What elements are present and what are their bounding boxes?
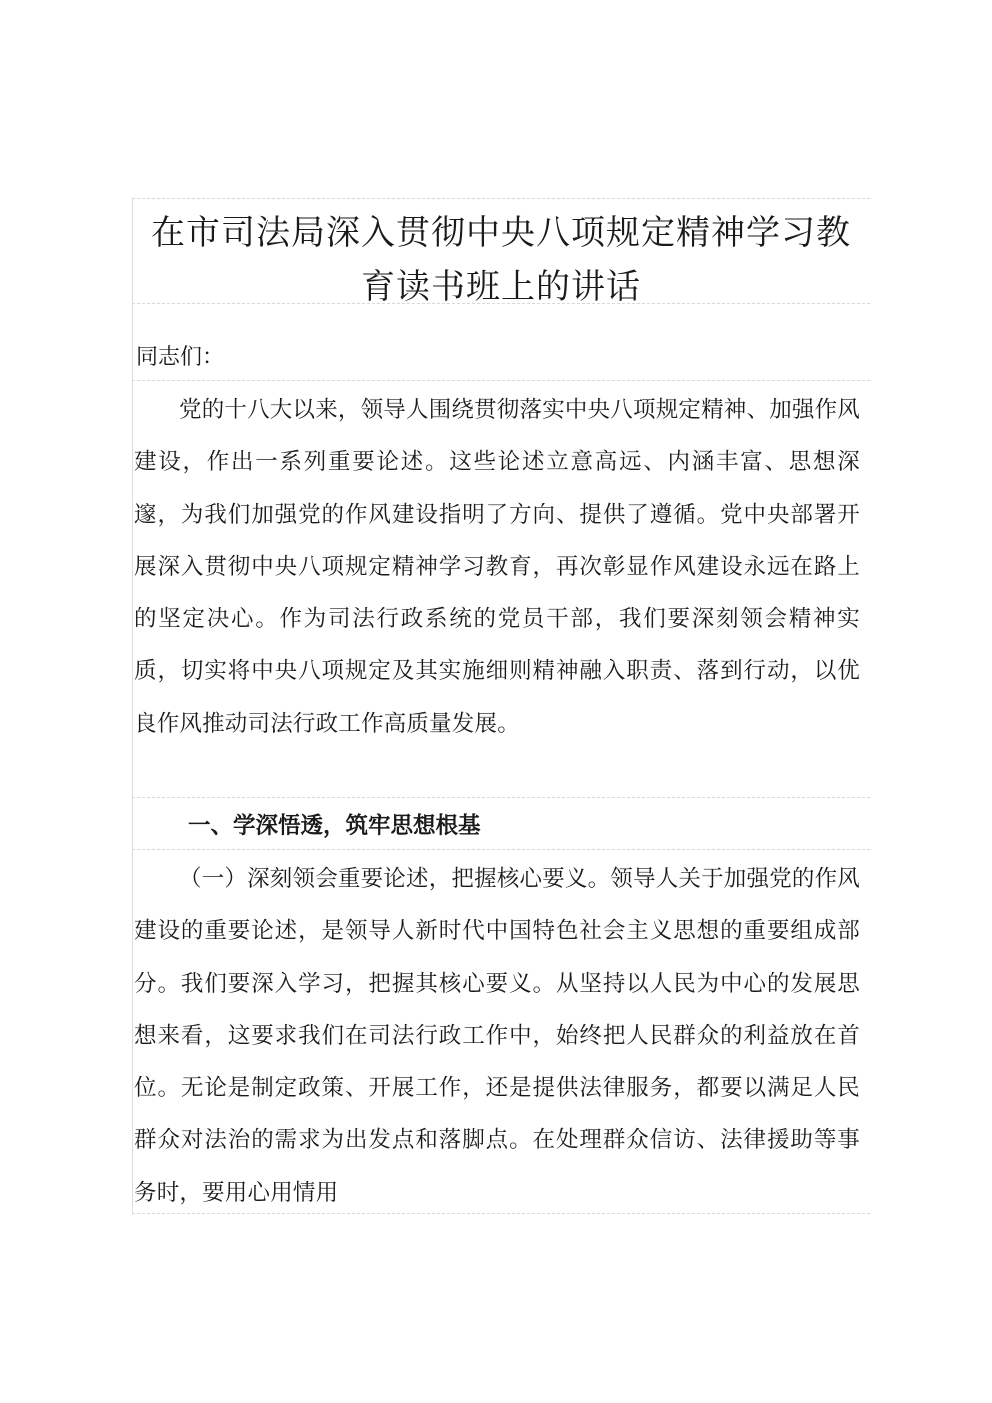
divider <box>132 797 870 798</box>
divider <box>132 198 870 199</box>
section-heading: 一、学深悟透，筑牢思想根基 <box>188 813 481 839</box>
body-paragraph: （一）深刻领会重要论述，把握核心要义。领导人关于加强党的作风建设的重要论述，是领导人新时代中国特色社会主义思想的重要组成部分。我们要深入学习，把握其核心要义。从坚持以人民为中心的发展思想来看，这要求我们在司法行政工作中，始终把人民群众的利益放在首位。无论是制定政策、开展工作，还是提供法律服务，都要以满足人民群众对法治的需求为出发点和落脚点。在处理群众信访、法律援助等事务时，要用心用情用 <box>134 866 861 1206</box>
divider <box>132 849 870 850</box>
body-paragraph: 党的十八大以来，领导人围绕贯彻落实中央八项规定精神、加强作风建设，作出一系列重要论述。这些论述立意高远、内涵丰富、思想深邃，为我们加强党的作风建设指明了方向、提供了遵循。党中央部署开展深入贯彻中央八项规定精神学习教育，再次彰显作风建设永远在路上的坚定决心。作为司法行政系统的党员干部，我们要深刻领会精神实质，切实将中央八项规定及其实施细则精神融入职责、落到行动，以优良作风推动司法行政工作高质量发展。 <box>134 397 861 737</box>
document-title: 在市司法局深入贯彻中央八项规定精神学习教育读书班上的讲话 <box>151 213 851 307</box>
salutation: 同志们： <box>136 345 225 370</box>
divider <box>132 380 870 381</box>
